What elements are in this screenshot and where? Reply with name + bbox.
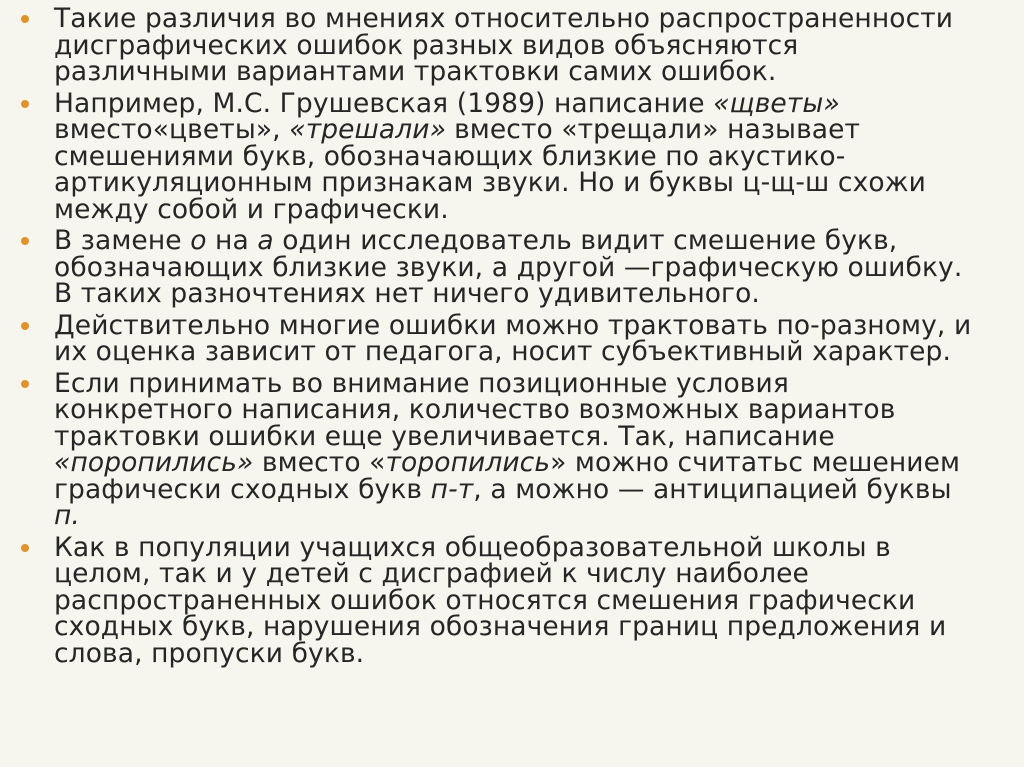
- bullet-dot-icon: [21, 380, 29, 388]
- text-line: обозначающих близкие звуки, а другой —графическую ошибку.: [54, 251, 963, 283]
- text-run: , а можно — антиципацией буквы: [473, 473, 952, 505]
- bullet-dot-icon: [21, 544, 29, 552]
- bullet-dot-icon: [21, 100, 29, 108]
- italic-text-run: п.: [54, 500, 80, 531]
- text-run: В замене: [54, 225, 191, 256]
- text-run: » можно считатьс мешением: [550, 447, 961, 478]
- text-line: различными вариантами трактовки самих ошибок.: [54, 56, 777, 87]
- italic-text-run: «поропились»: [54, 447, 254, 478]
- text-run: вместо«цветы»,: [54, 114, 290, 145]
- text-run: вместо «: [253, 447, 386, 478]
- text-line: целом, так и у детей с дисграфией к числу наиболее: [54, 558, 809, 589]
- bullet-item: [12, 531, 1024, 669]
- text-line: [54, 114, 1024, 145]
- text-line: [54, 225, 1024, 256]
- text-line: Как в популяции учащихся общеобразовательной школы в: [54, 531, 891, 563]
- text-run: графически сходных букв: [54, 473, 431, 505]
- bullet-item: [12, 367, 1024, 531]
- text-line: их оценка зависит от педагога, носит субъективный характер.: [54, 336, 951, 367]
- bullet-dot-icon: [21, 15, 29, 23]
- bullet-dot-icon: [21, 237, 29, 245]
- italic-text-run: «трешали»: [289, 114, 447, 145]
- text-line: Если принимать во внимание позиционные условия: [54, 367, 789, 399]
- italic-text-run: п-т: [430, 473, 474, 505]
- italic-text-run: а: [257, 225, 274, 256]
- text-run: один исследователь видит смешение букв,: [273, 225, 898, 256]
- bullet-item: [12, 225, 1024, 309]
- italic-text-run: о: [190, 225, 207, 256]
- bullet-item: [12, 3, 1024, 87]
- bullet-item: [12, 87, 1024, 225]
- text-line: [54, 500, 1024, 531]
- text-line: смешениями букв, обозначающих близкие по акустико-: [54, 140, 846, 172]
- text-line: между собой и графически.: [54, 193, 449, 225]
- text-line: Действительно многие ошибки можно трактовать по-разному, и: [54, 309, 972, 341]
- italic-text-run: торопились: [385, 447, 551, 478]
- text-line: Такие различия во мнениях относительно распространенности: [54, 3, 954, 34]
- italic-text-run: «щветы»: [713, 87, 840, 119]
- text-line: [54, 473, 1024, 505]
- text-line: артикуляционным признакам звуки. Но и буквы ц-щ-ш схожи: [54, 167, 926, 198]
- text-run: на: [206, 225, 258, 256]
- text-line: дисграфических ошибок разных видов объясняются: [54, 29, 799, 61]
- text-run: вместо «трещали» называет: [454, 114, 861, 145]
- text-line: конкретного написания, количество возможных вариантов: [54, 394, 896, 425]
- text-line: В таких разночтениях нет ничего удивительного.: [54, 278, 760, 309]
- text-line: трактовки ошибки еще увеличивается. Так, написание: [54, 420, 835, 452]
- text-run: Например, М.С. Грушевская (1989) написание: [54, 87, 714, 119]
- text-line: слова, пропуски букв.: [54, 637, 365, 669]
- bullet-list: [12, 3, 1024, 669]
- text-line: сходных букв, нарушения обозначения границ предложения и: [54, 611, 947, 642]
- bullet-dot-icon: [21, 322, 29, 330]
- bullet-item: [12, 309, 1024, 367]
- text-line: распространенных ошибок относятся смешения графически: [54, 584, 916, 616]
